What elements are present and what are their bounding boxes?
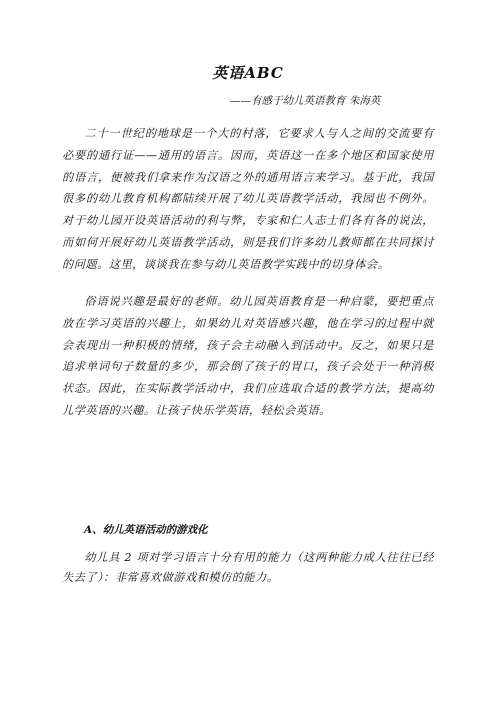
document-subtitle: ——有感于幼儿英语教育 朱海英: [230, 95, 381, 107]
paragraph-interest: 俗语说兴趣是最好的老师。幼儿园英语教育是一种启蒙，要把重点放在学习英语的兴趣上，如果幼儿对英语感兴趣，他在学习的过程中就会表现出一种积极的情绪，孩子会主动融入到活动中。反之，如果只是追求单词句子数量的多少，那会倒了孩子的胃口，孩子会处于一种消极状态。因此，在实际教学活动中，我们应选取合适的教学方法，提高幼儿学英语的兴趣。让孩子快乐学英语，轻松会英语。: [62, 295, 434, 417]
document-title: 英语ABC: [212, 64, 284, 82]
paragraph-games: 幼儿具 2 项对学习语言十分有用的能力（这两种能力成人往往已经失去了）：非常喜欢做游戏和模仿的能力。: [62, 551, 434, 584]
paragraph-intro: 二十一世纪的地球是一个大的村落，它要求人与人之间的交流要有必要的通行证——通用的语言。因而，英语这一在多个地区和国家使用的语言，便被我们拿来作为汉语之外的通用语言来学习。基于此，我国很多的幼儿教育机构都陆续开展了幼儿英语教学活动，我园也不例外。对于幼儿园开设英语活动的利与弊，专家和仁人志士们各有各的说法，而如何开展好幼儿英语教学活动，则是我们许多幼儿教师都在共同探讨的问题。这里，谈谈我在参与幼儿英语教学实践中的切身体会。: [62, 127, 434, 271]
section-heading: A、幼儿英语活动的游戏化: [84, 524, 208, 536]
